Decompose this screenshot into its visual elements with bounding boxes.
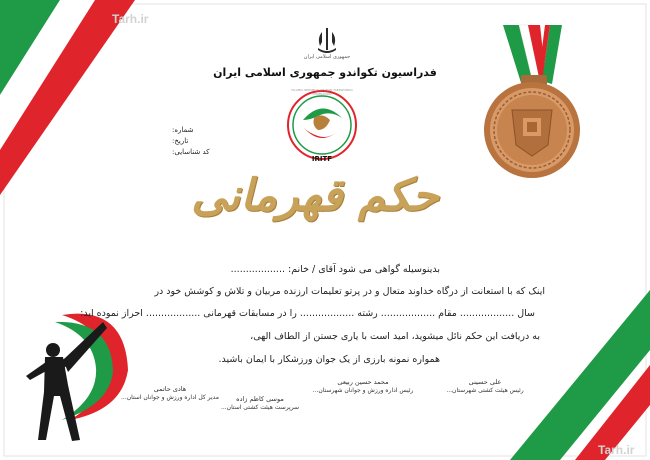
body-line-2: اینک که با استعانت از درگاه خداوند متعال و در پرتو تعلیمات ارزنده مربیان و تلاش و کوشش خود در xyxy=(154,286,545,297)
certificate-title: حکم قهرمانی xyxy=(191,170,439,221)
signature-name: موسی کاظم زاده xyxy=(236,395,284,403)
signature-name: هادی حاتمی xyxy=(153,385,187,393)
logo-label: IRITF xyxy=(311,155,333,163)
athlete-silhouette xyxy=(26,322,107,441)
medal-ribbon xyxy=(503,25,562,86)
body-line-5: همواره نمونه بارزی از یک جوان ورزشکار با ایمان باشید. xyxy=(218,354,440,365)
watermark-top: Tarh.ir xyxy=(112,12,149,26)
bronze-medal xyxy=(484,82,580,178)
signature-block xyxy=(425,378,545,395)
date-field: تاریخ: xyxy=(172,137,189,145)
signature-title: رئیس اداره ورزش و جوانان شهرستان... xyxy=(312,387,414,394)
body-line-3: سال .................. مقام .................. رشته .................. را در مسابقات قهرمانی .................. احراز نموده اید: xyxy=(80,308,535,319)
emblem-caption: جمهوری اسلامی ایران xyxy=(303,54,351,60)
signature-name: علی حسینی xyxy=(468,378,502,386)
signature-title: سرپرست هیئت کشتی استان... xyxy=(220,404,300,411)
signature-title: رئیس هیئت کشتی شهرستان... xyxy=(446,387,524,394)
federation-title: فدراسیون تکواندو جمهوری اسلامی ایران xyxy=(213,66,437,79)
signature-block xyxy=(303,378,423,395)
body-line-4: به دریافت این حکم نائل میشوید، امید است با یاری جستن از الطاف الهی، xyxy=(250,331,540,342)
signature-name: محمد حسین ربیعی xyxy=(337,378,389,386)
body-line-1: بدینوسیله گواهی می شود آقای / خانم: .................. xyxy=(230,264,440,275)
iran-emblem xyxy=(318,28,336,53)
signature-title: مدیر کل اداره ورزش و جوانان استان... xyxy=(121,394,219,401)
logo-ring-text: ISLAMIC REPUBLIC OF IRAN TAEKWONDO FEDERATION xyxy=(291,88,353,96)
federation-logo xyxy=(288,91,356,159)
signature-block xyxy=(110,385,230,402)
id-field: کد شناسایی: xyxy=(172,148,210,156)
watermark-bottom: Tarh.ir xyxy=(598,443,635,457)
number-field: شماره: xyxy=(172,126,194,134)
